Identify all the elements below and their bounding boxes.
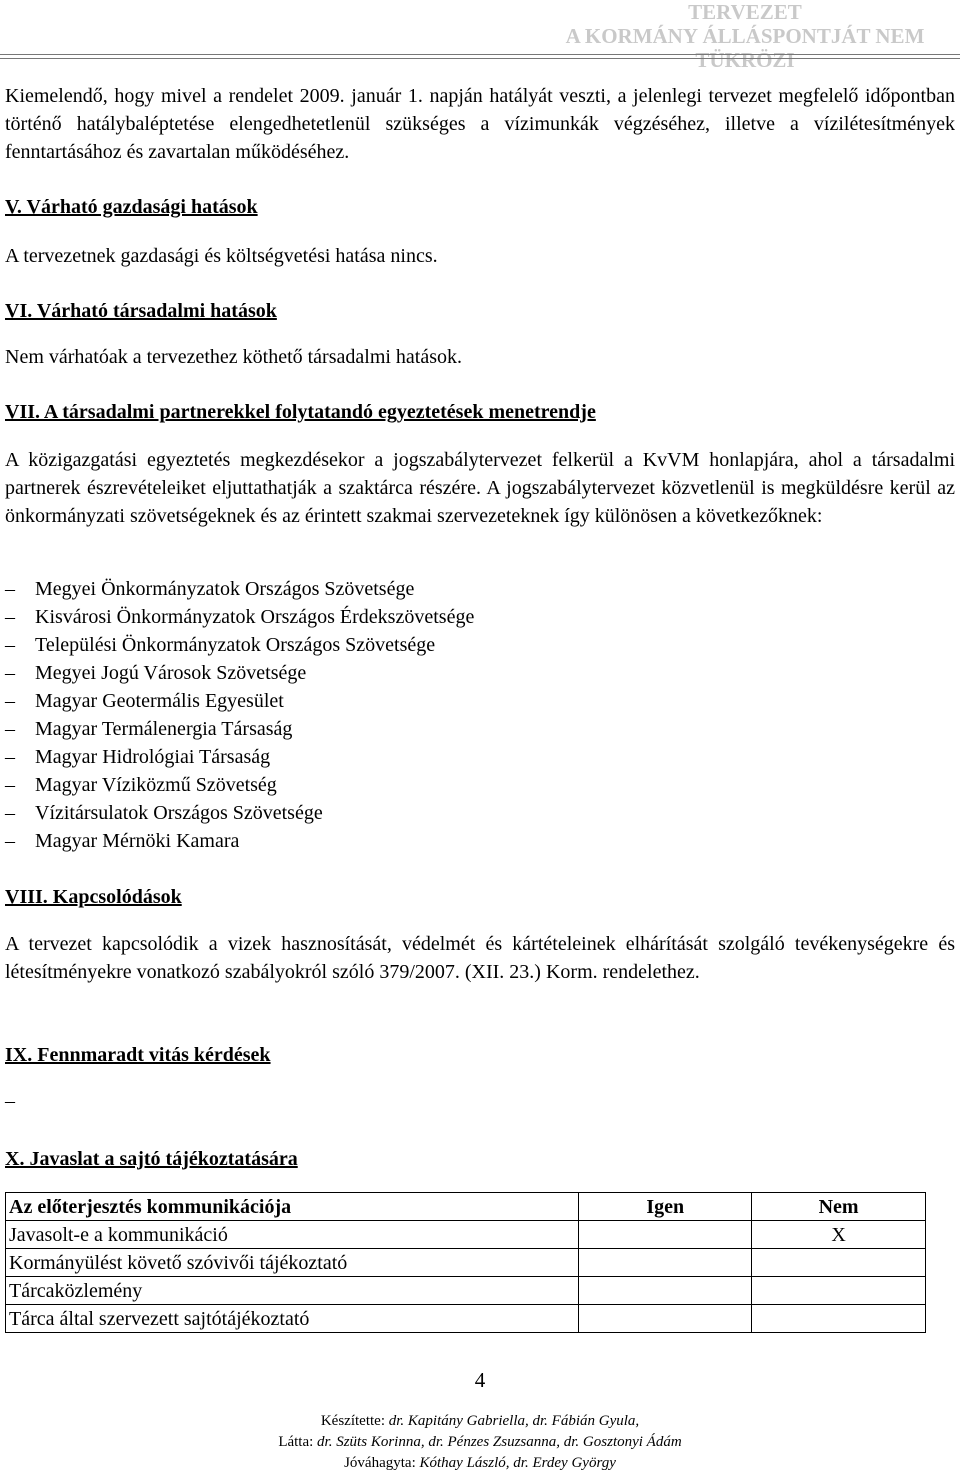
watermark-line-1: TERVEZET: [688, 0, 802, 24]
section-ix-text: –: [5, 1090, 15, 1112]
table-cell: [752, 1305, 926, 1333]
footer-label: Jóváhagyta:: [344, 1455, 416, 1471]
footer-prepared-by: [0, 1411, 960, 1432]
section-ix-heading: IX. Fennmaradt vitás kérdések: [5, 1044, 271, 1066]
list-item: – Kisvárosi Önkormányzatok Országos Érdekszövetsége: [5, 603, 474, 631]
section-v-text: A tervezetnek gazdasági és költségvetési hatása nincs.: [5, 245, 438, 267]
section-v-heading: V. Várható gazdasági hatások: [5, 196, 258, 218]
table-header-cell: Az előterjesztés kommunikációja: [6, 1193, 579, 1221]
header-divider-2: [0, 58, 960, 59]
table-cell: [752, 1277, 926, 1305]
footer-label: Látta:: [278, 1434, 314, 1450]
section-vi-text: Nem várhatóak a tervezethez köthető társadalmi hatások.: [5, 346, 463, 368]
footer-approved-by: [0, 1453, 960, 1474]
partner-list: [5, 575, 474, 855]
table-row: [6, 1277, 926, 1305]
page-number: 4: [474, 1368, 486, 1392]
list-item: – Megyei Önkormányzatok Országos Szövetsége: [5, 575, 474, 603]
table-cell: [579, 1221, 752, 1249]
table-row: [6, 1249, 926, 1277]
list-item: – Vízitársulatok Országos Szövetsége: [5, 799, 474, 827]
section-vii-heading: VII. A társadalmi partnerekkel folytatandó egyeztetések menetrendje: [5, 401, 596, 423]
table-cell: [579, 1277, 752, 1305]
table-row: [6, 1221, 926, 1249]
footer-names: dr. Kapitány Gabriella, dr. Fábián Gyula,: [388, 1413, 640, 1429]
list-item: – Magyar Víziközmű Szövetség: [5, 771, 474, 799]
footer-label: Készítette:: [320, 1413, 385, 1429]
table-row: [6, 1305, 926, 1333]
section-viii-heading: VIII. Kapcsolódások: [5, 886, 182, 908]
watermark-line-2: A KORMÁNY ÁLLÁSPONTJÁT NEM TÜKRÖZI: [565, 24, 925, 72]
table-header-cell: Igen: [579, 1193, 752, 1221]
footer-names: Kóthay László, dr. Erdey György: [419, 1455, 616, 1471]
table-cell: X: [752, 1221, 926, 1249]
list-item: – Magyar Termálenergia Társaság: [5, 715, 474, 743]
list-item: – Magyar Hidrológiai Társaság: [5, 743, 474, 771]
header-divider: [0, 54, 960, 55]
table-header-row: [6, 1193, 926, 1221]
table-cell: [579, 1249, 752, 1277]
table-cell: Tárcaközlemény: [6, 1277, 579, 1305]
section-vi-heading: VI. Várható társadalmi hatások: [5, 300, 277, 322]
footer-reviewed-by: [0, 1432, 960, 1453]
intro-paragraph: Kiemelendő, hogy mivel a rendelet 2009. január 1. napján hatályát veszti, a jelenlegi tervezet megfelelő időpontban történő hatálybaléptetése elengedhetetlenül szükséges a vízimunkák végzéséhez, illetve a vízilétesítmények fenntartásához és zavartalan működéséhez.: [5, 85, 955, 163]
list-item: – Települési Önkormányzatok Országos Szövetsége: [5, 631, 474, 659]
table-cell: Tárca által szervezett sajtótájékoztató: [6, 1305, 579, 1333]
section-viii-text: A tervezet kapcsolódik a vizek hasznosítását, védelmét és kártételeinek elhárítását szolgáló tevékenységekre és létesítményekre vonatkozó szabályokról szóló 379/2007. (XII. 23.) Korm. rendelethez.: [5, 933, 955, 983]
list-item: – Magyar Mérnöki Kamara: [5, 827, 474, 855]
communication-table: [5, 1192, 926, 1333]
section-x-heading: X. Javaslat a sajtó tájékoztatására: [5, 1148, 298, 1170]
table-cell: [752, 1249, 926, 1277]
section-vii-text: A közigazgatási egyeztetés megkezdésekor a jogszabálytervezet felkerül a KvVM honlapjára, ahol a társadalmi partnerek észrevételeiket eljuttathatják a szaktárca részére. A jogszabálytervezet közvetlenül is megküldésre kerül az önkormányzati szövetségeknek és az érintett szakmai szervezeteknek így különösen a következőknek:: [5, 449, 955, 527]
list-item: – Megyei Jogú Városok Szövetsége: [5, 659, 474, 687]
table-cell: Kormányülést követő szóvivői tájékoztató: [6, 1249, 579, 1277]
table-cell: Javasolt-e a kommunikáció: [6, 1221, 579, 1249]
table-cell: [579, 1305, 752, 1333]
table-header-cell: Nem: [752, 1193, 926, 1221]
list-item: – Magyar Geotermális Egyesület: [5, 687, 474, 715]
footer-names: dr. Szüts Korinna, dr. Pénzes Zsuzsanna, dr. Gosztonyi Ádám: [317, 1434, 682, 1450]
